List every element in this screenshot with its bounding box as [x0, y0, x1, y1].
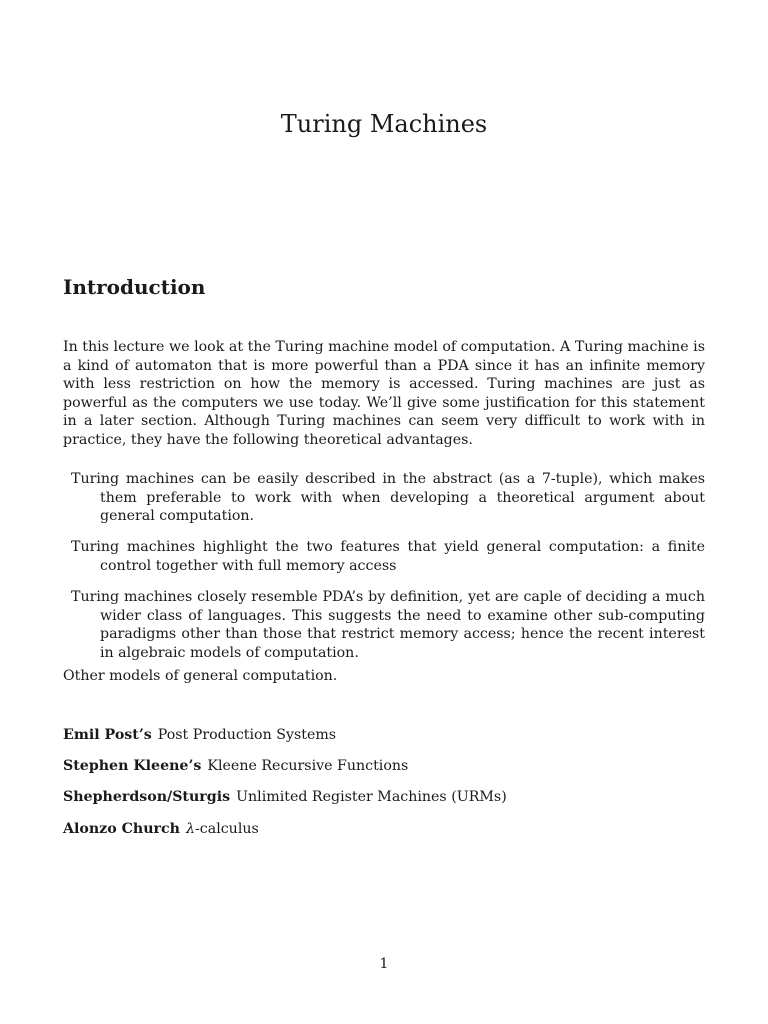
model-name: Kleene Recursive Functions	[207, 758, 409, 775]
advantage-item: Turing machines highlight the two features that yield general computation: a finite control together with full memory access	[71, 539, 705, 574]
lambda-symbol: λ	[186, 820, 195, 837]
model-author: Emil Post’s	[63, 727, 152, 743]
page-title: Turing Machines	[280, 110, 488, 138]
model-item	[63, 757, 705, 776]
model-name: Post Production Systems	[157, 727, 337, 743]
page-number: 1	[379, 956, 389, 972]
model-author: Shepherdson/Sturgis	[63, 789, 231, 806]
other-models-intro: Other models of general computation.	[63, 668, 338, 684]
model-name: Unlimited Register Machines (URMs)	[236, 789, 507, 806]
advantage-item: Turing machines closely resemble PDA’s by definition, yet are caple of deciding a much wider class of languages. This suggests the need to examine other sub-computing paradigms other than those that restrict memory access; hence the recent interest in algebraic models of computation.	[71, 588, 705, 661]
advantages-list	[63, 470, 705, 675]
section-heading-introduction: Introduction	[63, 275, 206, 299]
model-author: Alonzo Church	[63, 820, 180, 837]
model-item	[63, 726, 705, 745]
model-item	[63, 788, 705, 807]
model-author: Stephen Kleene’s	[63, 758, 202, 775]
models-list	[63, 726, 705, 851]
advantage-item: Turing machines can be easily described in the abstract (as a 7-tuple), which makes them preferable to work with when developing a theoretical argument about general computation.	[71, 471, 705, 525]
intro-paragraph: In this lecture we look at the Turing machine model of computation. A Turing machine is a kind of automaton that is more powerful than a PDA since it has an infinite memory with less restriction on how the memory is accessed. Turing machines are just as powerful as the computers we use today. We’ll give some justification for this statement in a later section. Although Turing machines can seem very difficult to work with in practice, they have the following theoretical advantages.	[63, 339, 705, 448]
model-name: -calculus	[195, 820, 259, 837]
model-item	[63, 820, 705, 839]
